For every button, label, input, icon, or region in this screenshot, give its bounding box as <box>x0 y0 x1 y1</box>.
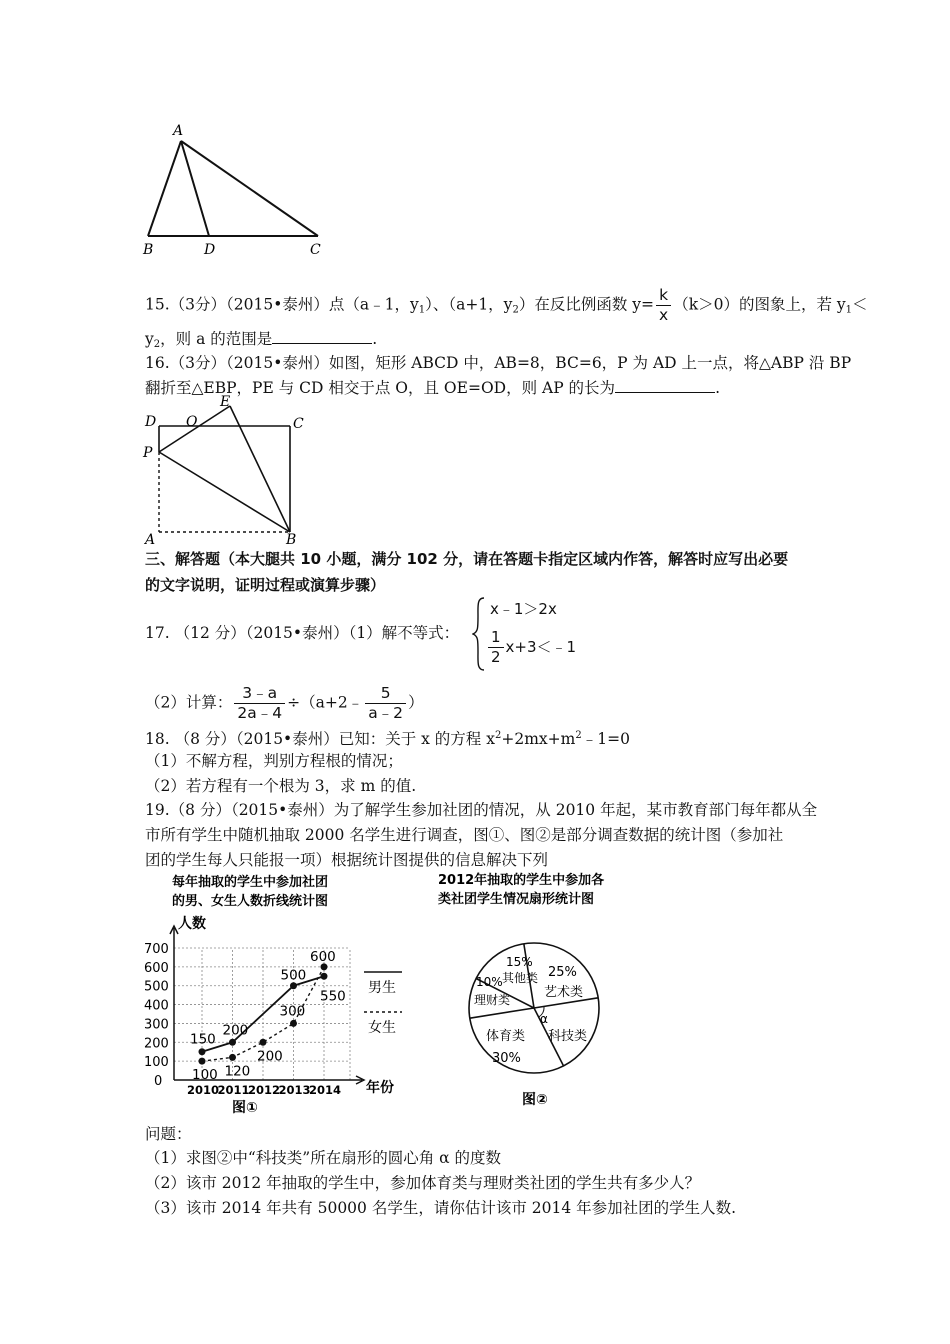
label-C: C <box>293 416 304 432</box>
section-3-heading-line1: 三、解答题（本大腿共 10 小题，满分 102 分，请在答题卡指定区域内作答，解答时应写出必要 <box>145 550 789 568</box>
label-B: B <box>143 242 154 258</box>
triangle-figure <box>140 118 330 260</box>
label-C: C <box>310 242 321 258</box>
female-point <box>229 1054 236 1061</box>
pie-chart-caption: 图② <box>522 1092 548 1108</box>
inequality-1: x﹣1＞2x <box>490 600 557 618</box>
line-chart-caption: 图① <box>232 1100 258 1116</box>
y-tick-label: 600 <box>144 960 169 976</box>
label-D: D <box>204 242 216 258</box>
x-tick-label: 2010 <box>187 1083 220 1097</box>
question-18-line2: （1）不解方程，判别方程根的情况； <box>145 752 403 770</box>
female-data-label: 120 <box>224 1063 251 1080</box>
female-point <box>260 1039 267 1046</box>
female-data-label: 600 <box>310 948 336 965</box>
pie-chart <box>436 868 656 1118</box>
fraction-5-over-a-2: $\frac{5}{a﹣2}$ <box>365 684 406 723</box>
question-18-line1: 18. （8 分）（2015•泰州）已知：关于 x 的方程 $x^2+2mx+m^2﹣1=0$ <box>145 730 630 748</box>
line-chart <box>142 868 432 1118</box>
pie-label-finance: 理财类 <box>474 993 511 1007</box>
male-point <box>321 973 328 980</box>
line-chart-title-1: 每年抽取的学生中参加社团 <box>172 875 329 890</box>
male-point <box>229 1039 236 1046</box>
question-18-line3: （2）若方程有一个根为 3，求 m 的值. <box>145 777 417 795</box>
line-chart-title-2: 的男、女生人数折线统计图 <box>172 894 329 909</box>
x-tick-label: 2012 <box>248 1083 281 1097</box>
female-point <box>199 1058 206 1065</box>
question-19-line1: 19.（8 分）（2015•泰州）为了解学生参加社团的情况，从 2010 年起，某市教育部门每年都从全 <box>145 801 818 819</box>
y-tick-label: 100 <box>144 1055 169 1071</box>
pie-label-other-percent: 15% <box>506 955 533 969</box>
section-3-heading-line2: 的文字说明，证明过程或演算步骤） <box>145 576 386 594</box>
pie-label-sport: 体育类 <box>486 1029 526 1044</box>
inequality-2: $\frac{1}{2}$ x+3＜﹣1 <box>486 628 576 667</box>
question-19-sub2: （2）该市 2012 年抽取的学生中，参加体育类与理财类社团的学生共有多少人？ <box>145 1174 701 1192</box>
pie-chart-title-1: 2012年抽取的学生中参加各 <box>438 873 605 888</box>
question-15-line2: $y_2$，则 a 的范围是 . <box>145 330 378 350</box>
female-data-label: 300 <box>279 1003 306 1020</box>
y-tick-label: 500 <box>144 979 169 995</box>
y-axis-label: 人数 <box>178 916 206 932</box>
inequality-system-brace <box>472 596 486 672</box>
pie-label-sport-percent: 30% <box>492 1051 521 1066</box>
k-over-x-fraction: $\frac{k}{x}$ <box>656 286 671 325</box>
label-P: P <box>143 445 153 461</box>
pie-label-alpha: α <box>540 1012 548 1026</box>
question-15-line1: 15.（3分）（2015•泰州）点（a﹣1，$y_1$）、（a+1，$y_2$）在反比例函数 y= $\frac{k}{x}$ （k＞0）的图象上，若 $y_1<$ <box>145 286 868 324</box>
female-point <box>290 1020 297 1027</box>
question-17-label: 17. （12 分）（2015•泰州）（1）解不等式： <box>145 624 460 642</box>
question-19-sub1: （1）求图②中“科技类”所在扇形的圆心角 α 的度数 <box>145 1149 502 1167</box>
label-B: B <box>286 532 297 546</box>
label-E: E <box>220 394 231 410</box>
pie-label-finance-percent: 10% <box>476 975 503 989</box>
x-tick-label: 2014 <box>309 1083 342 1097</box>
x-tick-label: 2013 <box>278 1083 311 1097</box>
pie-label-other: 其他类 <box>502 971 539 985</box>
x-tick-label: 2011 <box>217 1083 250 1097</box>
male-data-label: 500 <box>280 967 307 984</box>
questions-label: 问题： <box>145 1125 192 1143</box>
label-A: A <box>173 123 184 139</box>
y-tick-label: 400 <box>144 998 169 1014</box>
question-16-line1: 16.（3分）（2015•泰州）如图，矩形 ABCD 中，AB=8，BC=6，P 为 AD 上一点，将△ABP 沿 BP <box>145 354 852 372</box>
y-tick-label: 700 <box>144 942 169 957</box>
y-tick-label: 300 <box>144 1017 169 1033</box>
male-data-label: 200 <box>222 1022 249 1039</box>
y-tick-label: 200 <box>144 1036 169 1052</box>
x-axis-label: 年份 <box>366 1080 394 1096</box>
male-data-label: 550 <box>320 988 346 1005</box>
male-data-label: 150 <box>190 1031 216 1048</box>
question-19-line2: 市所有学生中随机抽取 2000 名学生进行调查，图①、图②是部分调查数据的统计图（参加社 <box>145 826 784 844</box>
label-A: A <box>145 532 156 546</box>
legend-label-male: 男生 <box>368 980 396 996</box>
pie-label-art-percent: 25% <box>548 965 577 980</box>
label-O: O <box>186 414 198 430</box>
answer-blank-16 <box>615 378 715 393</box>
y-tick-label: 0 <box>154 1074 163 1089</box>
fraction-3-a-over-2a-4: $\frac{3﹣a}{2a﹣4}$ <box>234 684 285 723</box>
pie-label-art: 艺术类 <box>544 985 584 1000</box>
female-data-label: 200 <box>257 1048 283 1065</box>
pie-label-tech: 科技类 <box>548 1029 588 1044</box>
question-19-sub3: （3）该市 2014 年共有 50000 名学生，请你估计该市 2014 年参加社团的学生人数. <box>145 1199 737 1217</box>
question-19-line3: 团的学生每人只能报一项）根据统计图提供的信息解决下列 <box>145 851 549 869</box>
pie-slice-boundary <box>470 1008 534 1018</box>
rectangle-fold-figure <box>140 394 310 546</box>
label-D: D <box>145 414 157 430</box>
legend-label-female: 女生 <box>368 1020 396 1036</box>
male-point <box>199 1048 206 1055</box>
question-17-part2: （2）计算： $\frac{3﹣a}{2a﹣4}$ ÷（a+2﹣ $\frac{5}{a﹣2}$ ） <box>145 684 424 722</box>
pie-chart-title-2: 类社团学生情况扇形统计图 <box>438 892 595 907</box>
female-data-label: 100 <box>192 1067 218 1084</box>
question-16-line2: 翻折至△EBP，PE 与 CD 相交于点 O，且 OE=OD，则 AP 的长为 . <box>145 379 720 397</box>
answer-blank-15 <box>272 329 372 344</box>
